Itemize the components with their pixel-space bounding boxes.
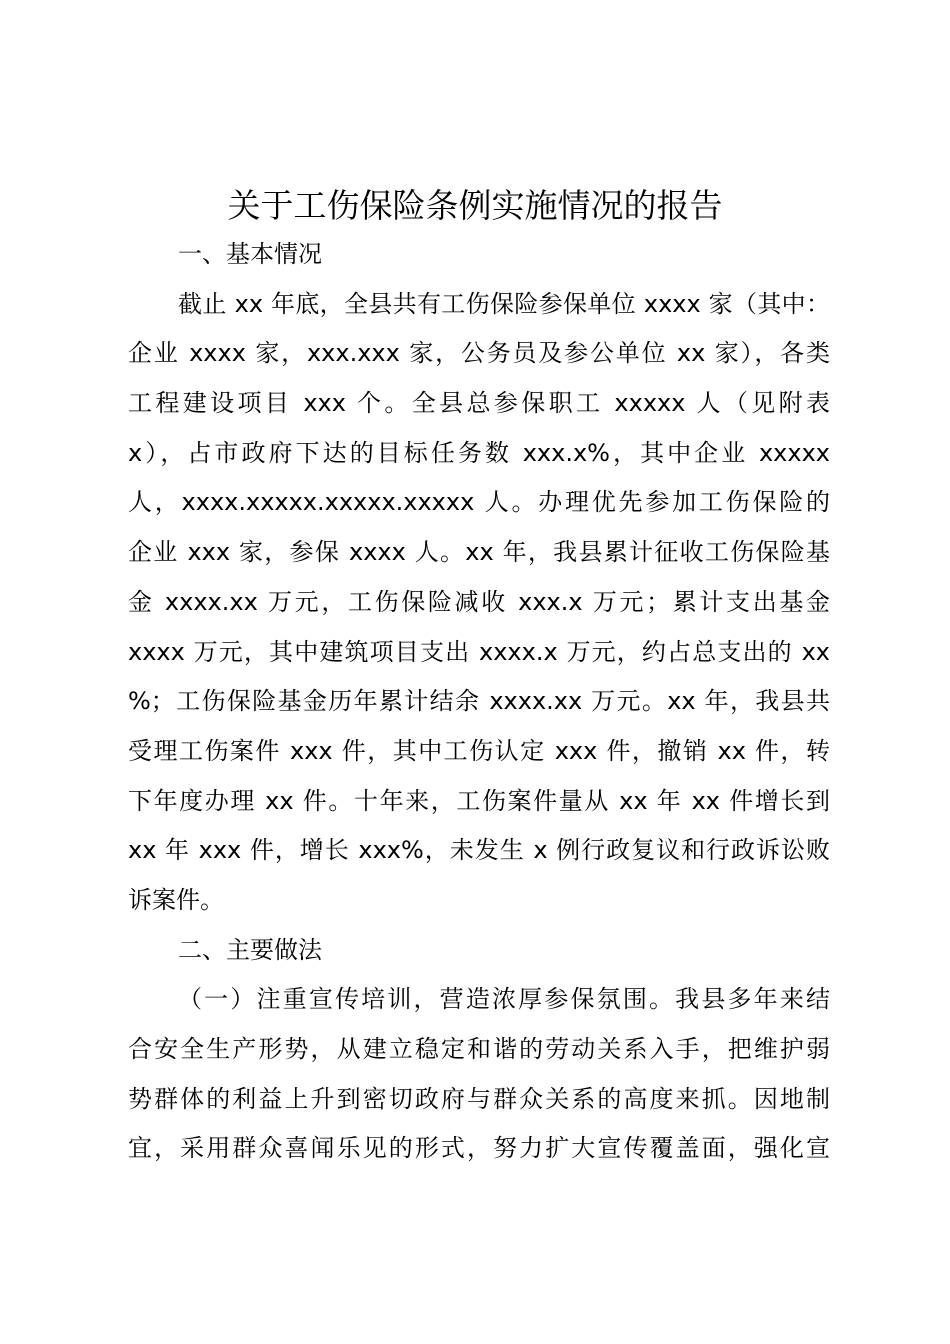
- document-title: 关于工伤保险条例实施情况的报告: [227, 186, 723, 225]
- paragraph-line: 诉案件。: [128, 885, 224, 914]
- document-body: [128, 230, 830, 1174]
- paragraph-line: （一）注重宣传培训，营造浓厚参保氛围。我县多年来结: [178, 985, 830, 1014]
- paragraph-line: 合安全生产形势，从建立稳定和谐的劳动关系入手，把维护弱: [128, 1035, 830, 1063]
- paragraph-line: %；工伤保险基金历年累计结余 xxxx.xx 万元。xx 年，我县共: [128, 687, 830, 716]
- paragraph-line: 企业 xxxx 家，xxx.xxx 家，公务员及参公单位 xx 家），各类: [128, 339, 830, 368]
- paragraph-line: 截止 xx 年底，全县共有工伤保险参保单位 xxxx 家（其中：: [178, 289, 830, 318]
- paragraph-line: 金 xxxx.xx 万元，工伤保险减收 xxx.x 万元；累计支出基金: [128, 587, 830, 616]
- paragraph-line: 企业 xxx 家，参保 xxxx 人。xx 年，我县累计征收工伤保险基: [128, 538, 830, 567]
- section-heading: 一、基本情况: [178, 240, 322, 268]
- paragraph-line: 宜，采用群众喜闻乐见的形式，努力扩大宣传覆盖面，强化宣: [128, 1134, 830, 1163]
- paragraph-line: 人，xxxx.xxxxx.xxxxx.xxxxx 人。办理优先参加工伤保险的: [128, 488, 830, 517]
- paragraph-line: 下年度办理 xx 件。十年来，工伤案件量从 xx 年 xx 件增长到: [128, 786, 830, 815]
- paragraph-line: xx 年 xxx 件，增长 xxx%，未发生 x 例行政复议和行政诉讼败: [128, 836, 830, 865]
- paragraph-line: 受理工伤案件 xxx 件，其中工伤认定 xxx 件，撤销 xx 件，转: [128, 736, 830, 765]
- paragraph-line: 工程建设项目 xxx 个。全县总参保职工 xxxxx 人（见附表: [128, 389, 830, 418]
- paragraph-line: 势群体的利益上升到密切政府与群众关系的高度来抓。因地制: [128, 1084, 830, 1113]
- paragraph-line: xxxx 万元，其中建筑项目支出 xxxx.x 万元，约占总支出的 xx: [128, 637, 830, 666]
- section-heading: 二、主要做法: [178, 935, 322, 964]
- paragraph-line: x），占市政府下达的目标任务数 xxx.x%，其中企业 xxxxx: [128, 438, 830, 467]
